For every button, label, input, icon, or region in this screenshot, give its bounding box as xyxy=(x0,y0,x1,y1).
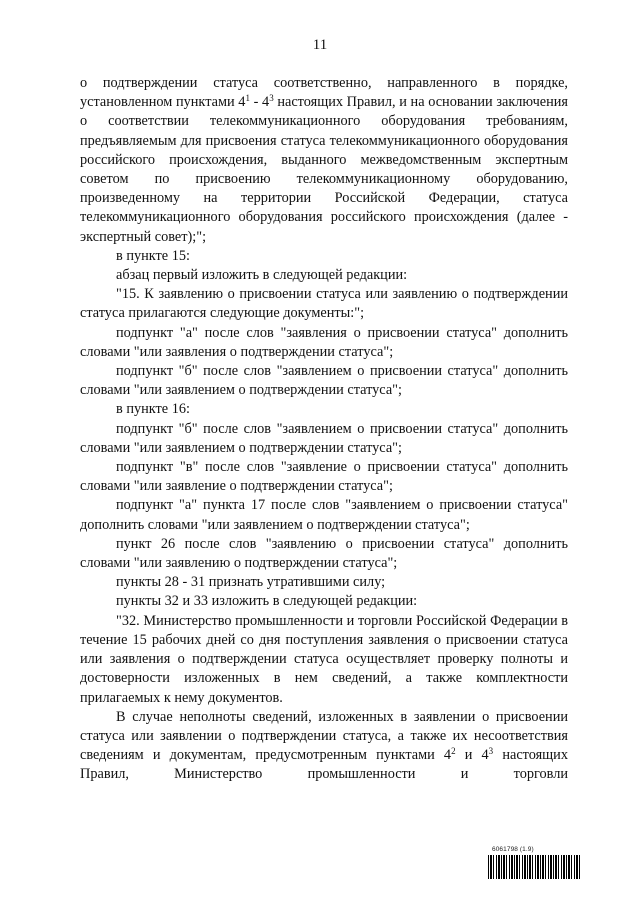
barcode xyxy=(488,846,580,879)
superscript: 1 xyxy=(245,93,250,104)
paragraph xyxy=(80,708,568,785)
paragraph-text: - 4 xyxy=(249,94,270,111)
paragraph-text: пункты 28 - 31 признать утратившими силу; xyxy=(116,574,386,591)
paragraph xyxy=(80,266,568,285)
paragraph-text: абзац первый изложить в следующей редакции: xyxy=(116,267,408,284)
paragraph xyxy=(80,247,568,266)
paragraph-text: подпункт "б" после слов "заявлением о присвоении статуса" дополнить словами "или заявлением о подтверждении статуса"; xyxy=(80,420,568,456)
paragraph-text: настоящих Правил, и на основании заключения о соответствии телекоммуникационного оборудования требованиям, предъявляемым для присвоения статуса телекоммуникационного оборудования российского происхождения, выданного межведомственным экспертным советом по присвоению телекоммуникационному оборудованию, произведенному на территории Российской Федерации, статуса телекоммуникационного оборудования российского происхождения (далее - экспертный совет);"; xyxy=(80,94,568,245)
paragraph xyxy=(80,592,568,611)
paragraph xyxy=(80,420,568,458)
document-body xyxy=(80,74,568,785)
paragraph-text: "15. К заявлению о присвоении статуса или заявлению о подтверждении статуса прилагаются следующие документы:"; xyxy=(80,286,568,322)
paragraph-text: подпункт "в" после слов "заявление о присвоении статуса" дополнить словами "или заявление о подтверждении статуса"; xyxy=(80,459,568,495)
paragraph-text: и 4 xyxy=(455,747,489,764)
paragraph xyxy=(80,612,568,708)
paragraph-text: настоящих Правил, Министерство промышленности и торговли xyxy=(80,747,568,783)
paragraph-text: в пункте 16: xyxy=(116,401,190,418)
paragraph-text: пункт 26 после слов "заявлению о присвоении статуса" дополнить словами "или заявлению о подтверждении статуса"; xyxy=(80,535,568,572)
paragraph xyxy=(80,285,568,323)
paragraph xyxy=(80,324,568,362)
paragraph-text: о подтверждении статуса соответственно, направленного в порядке, установленном пунктами 4 xyxy=(80,75,568,111)
paragraph xyxy=(80,400,568,419)
paragraph xyxy=(80,458,568,496)
paragraph xyxy=(80,496,568,534)
superscript: 3 xyxy=(269,93,274,104)
page-number: 11 xyxy=(312,37,328,53)
superscript: 3 xyxy=(488,746,494,757)
paragraph-text: подпункт "б" после слов "заявлением о присвоении статуса" дополнить словами "или заявлением о подтверждении статуса"; xyxy=(80,363,568,399)
paragraph xyxy=(80,362,568,400)
paragraph-text: "32. Министерство промышленности и торговли Российской Федерации в течение 15 рабочих дней со дня поступления заявления о присвоении статуса или заявления о подтверждении статуса осуществляет проверку полноты и достоверности изложенных в нем сведений, а также комплектности прилагаемых к нему документов. xyxy=(80,612,568,706)
barcode-bars-icon xyxy=(488,855,580,879)
paragraph xyxy=(80,74,568,247)
paragraph xyxy=(80,573,568,592)
barcode-label: 6061798 (1.9) xyxy=(492,846,534,853)
paragraph-text: в пункте 15: xyxy=(116,247,190,264)
paragraph xyxy=(80,535,568,573)
paragraph-text: подпункт "а" после слов "заявления о присвоении статуса" дополнить словами "или заявления о подтверждении статуса"; xyxy=(80,324,568,360)
paragraph-text: В случае неполноты сведений, изложенных в заявлении о присвоении статуса или заявлении о подтверждении статуса, а также их несоответствия сведениям и документам, предусмотренным пунктами 4 xyxy=(80,708,568,764)
paragraph-text: подпункт "а" пункта 17 после слов "заявлением о присвоении статуса" дополнить словами "или заявлением о подтверждении статуса"; xyxy=(80,497,568,533)
superscript: 2 xyxy=(451,746,456,757)
paragraph-text: пункты 32 и 33 изложить в следующей редакции: xyxy=(116,593,418,610)
